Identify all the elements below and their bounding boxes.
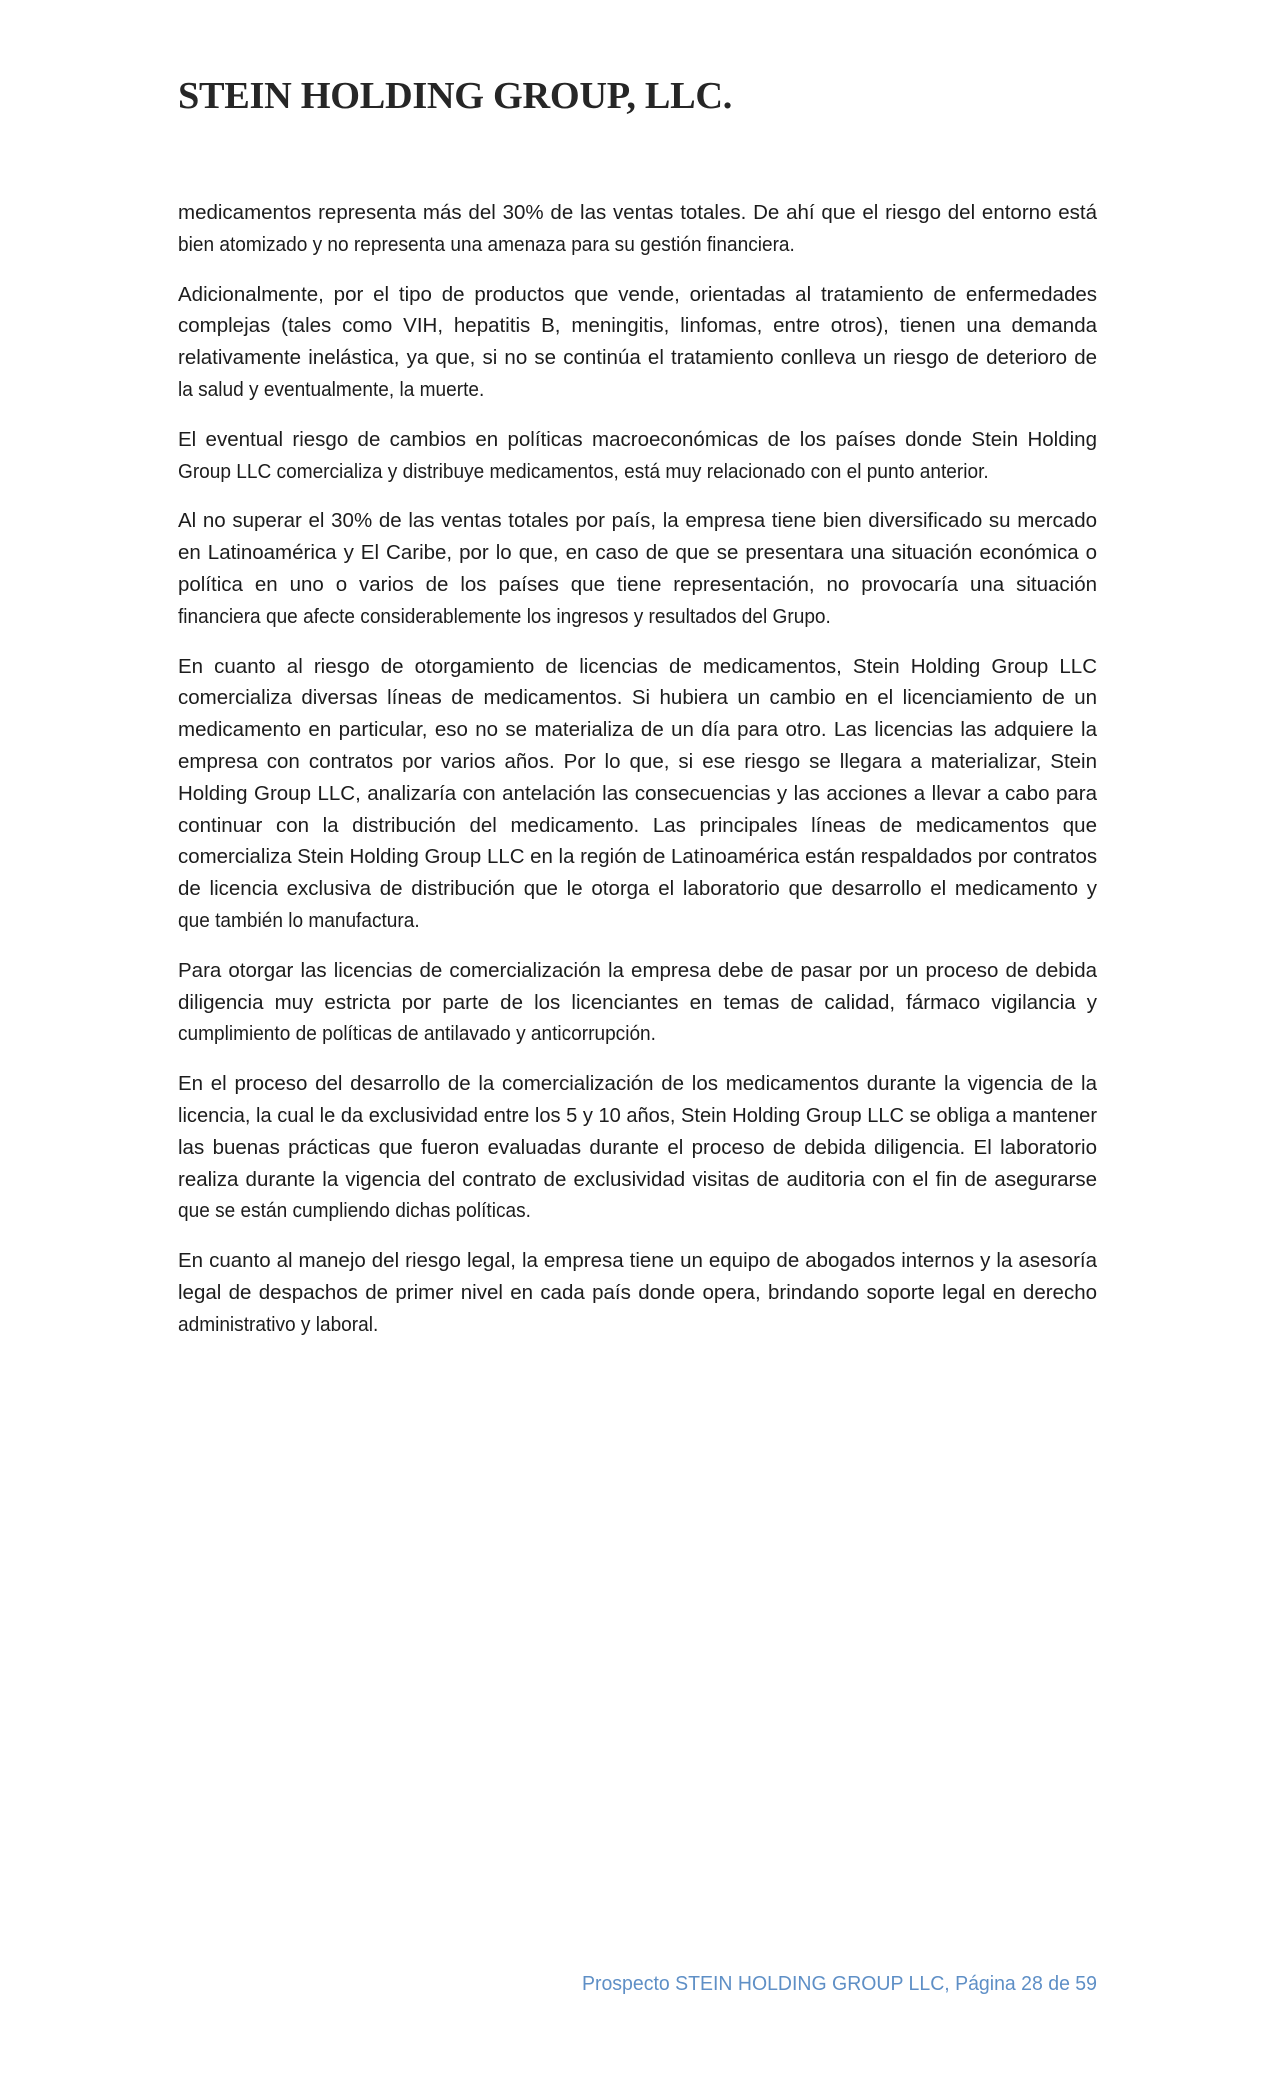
text-line: relativamente inelástica, ya que, si no se continúa el tratamiento conlleva un riesgo de deterioro de	[178, 346, 1097, 370]
page-footer	[555, 1970, 1097, 1998]
text-line: Para otorgar las licencias de comercialización la empresa debe de pasar por un proceso de debida	[178, 958, 1097, 982]
text-line: que también lo manufactura.	[178, 908, 420, 932]
text-line: continuar con la distribución del medicamento. Las principales líneas de medicamentos que	[178, 813, 1097, 837]
text-line: financiera que afecte considerablemente los ingresos y resultados del Grupo.	[178, 604, 831, 628]
text-line: que se están cumpliendo dichas políticas.	[178, 1199, 531, 1223]
text-line: complejas (tales como VIH, hepatitis B, meningitis, linfomas, entre otros), tienen una demanda	[178, 314, 1097, 338]
body-text	[178, 197, 1097, 1359]
paragraph-inelastic-demand	[178, 279, 1097, 406]
text-line: cumplimiento de políticas de antilavado y anticorrupción.	[178, 1022, 656, 1046]
text-line: empresa con contratos por varios años. Por lo que, si ese riesgo se llegara a materializar, Stein	[178, 749, 1098, 773]
text-line: licencia, la cual le da exclusividad entre los 5 y 10 años, Stein Holding Group LLC se obliga a mantener	[178, 1103, 1097, 1127]
text-line: realiza durante la vigencia del contrato de exclusividad visitas de auditoria con el fin de asegurarse	[178, 1167, 1097, 1191]
text-line: Group LLC comercializa y distribuye medicamentos, está muy relacionado con el punto anterior.	[178, 459, 989, 483]
text-line: comercializa diversas líneas de medicamentos. Si hubiera un cambio en el licenciamiento de un	[178, 686, 1097, 710]
text-line: medicamentos representa más del 30% de las ventas totales. De ahí que el riesgo del entorno está	[178, 201, 1098, 224]
text-line: En cuanto al riesgo de otorgamiento de licencias de medicamentos, Stein Holding Group LLC	[178, 654, 1097, 678]
text-line: medicamento en particular, eso no se materializa de un día para otro. Las licencias las adquiere la	[178, 718, 1097, 742]
text-line: El eventual riesgo de cambios en políticas macroeconómicas de los países donde Stein Holding	[178, 427, 1097, 451]
paragraph-legal-risk	[178, 1245, 1097, 1340]
text-line: En el proceso del desarrollo de la comercialización de los medicamentos durante la vigencia de la	[178, 1072, 1097, 1096]
text-line: administrativo y laboral.	[178, 1312, 379, 1336]
text-line: En cuanto al manejo del riesgo legal, la empresa tiene un equipo de abogados internos y la asesoría	[178, 1249, 1097, 1273]
paragraph-licensing-risk	[178, 651, 1097, 937]
text-line: de licencia exclusiva de distribución que le otorga el laboratorio que desarrollo el medicamento y	[178, 877, 1097, 901]
footer-page-label: Prospecto STEIN HOLDING GROUP LLC, Página 28 de 59	[582, 1972, 1097, 1995]
text-line: Al no superar el 30% de las ventas totales por país, la empresa tiene bien diversificado su mercado	[178, 509, 1097, 533]
text-line: legal de despachos de primer nivel en cada país donde opera, brindando soporte legal en derecho	[178, 1280, 1097, 1304]
text-line: bien atomizado y no representa una amenaza para su gestión financiera.	[178, 232, 795, 256]
paragraph-market-diversification	[178, 505, 1097, 632]
company-title: STEIN HOLDING GROUP, LLC.	[178, 75, 733, 117]
text-line: la salud y eventualmente, la muerte.	[178, 377, 485, 401]
paragraph-entorno-risk	[178, 197, 1097, 261]
paragraph-due-diligence	[178, 955, 1097, 1050]
text-line: Adicionalmente, por el tipo de productos que vende, orientadas al tratamiento de enfermedades	[178, 282, 1097, 306]
text-line: en Latinoamérica y El Caribe, por lo que, en caso de que se presentara una situación económica o	[178, 541, 1097, 565]
paragraph-macroeconomic-risk	[178, 424, 1097, 488]
text-line: comercializa Stein Holding Group LLC en la región de Latinoamérica están respaldados por contratos	[178, 845, 1098, 869]
paragraph-exclusivity-audits	[178, 1068, 1097, 1227]
text-line: Holding Group LLC, analizaría con antelación las consecuencias y las acciones a llevar a cabo para	[178, 781, 1097, 805]
text-line: las buenas prácticas que fueron evaluadas durante el proceso de debida diligencia. El laboratorio	[178, 1135, 1097, 1159]
text-line: política en uno o varios de los países que tiene representación, no provocaría una situación	[178, 572, 1098, 596]
text-line: diligencia muy estricta por parte de los licenciantes en temas de calidad, fármaco vigilancia y	[178, 990, 1097, 1014]
